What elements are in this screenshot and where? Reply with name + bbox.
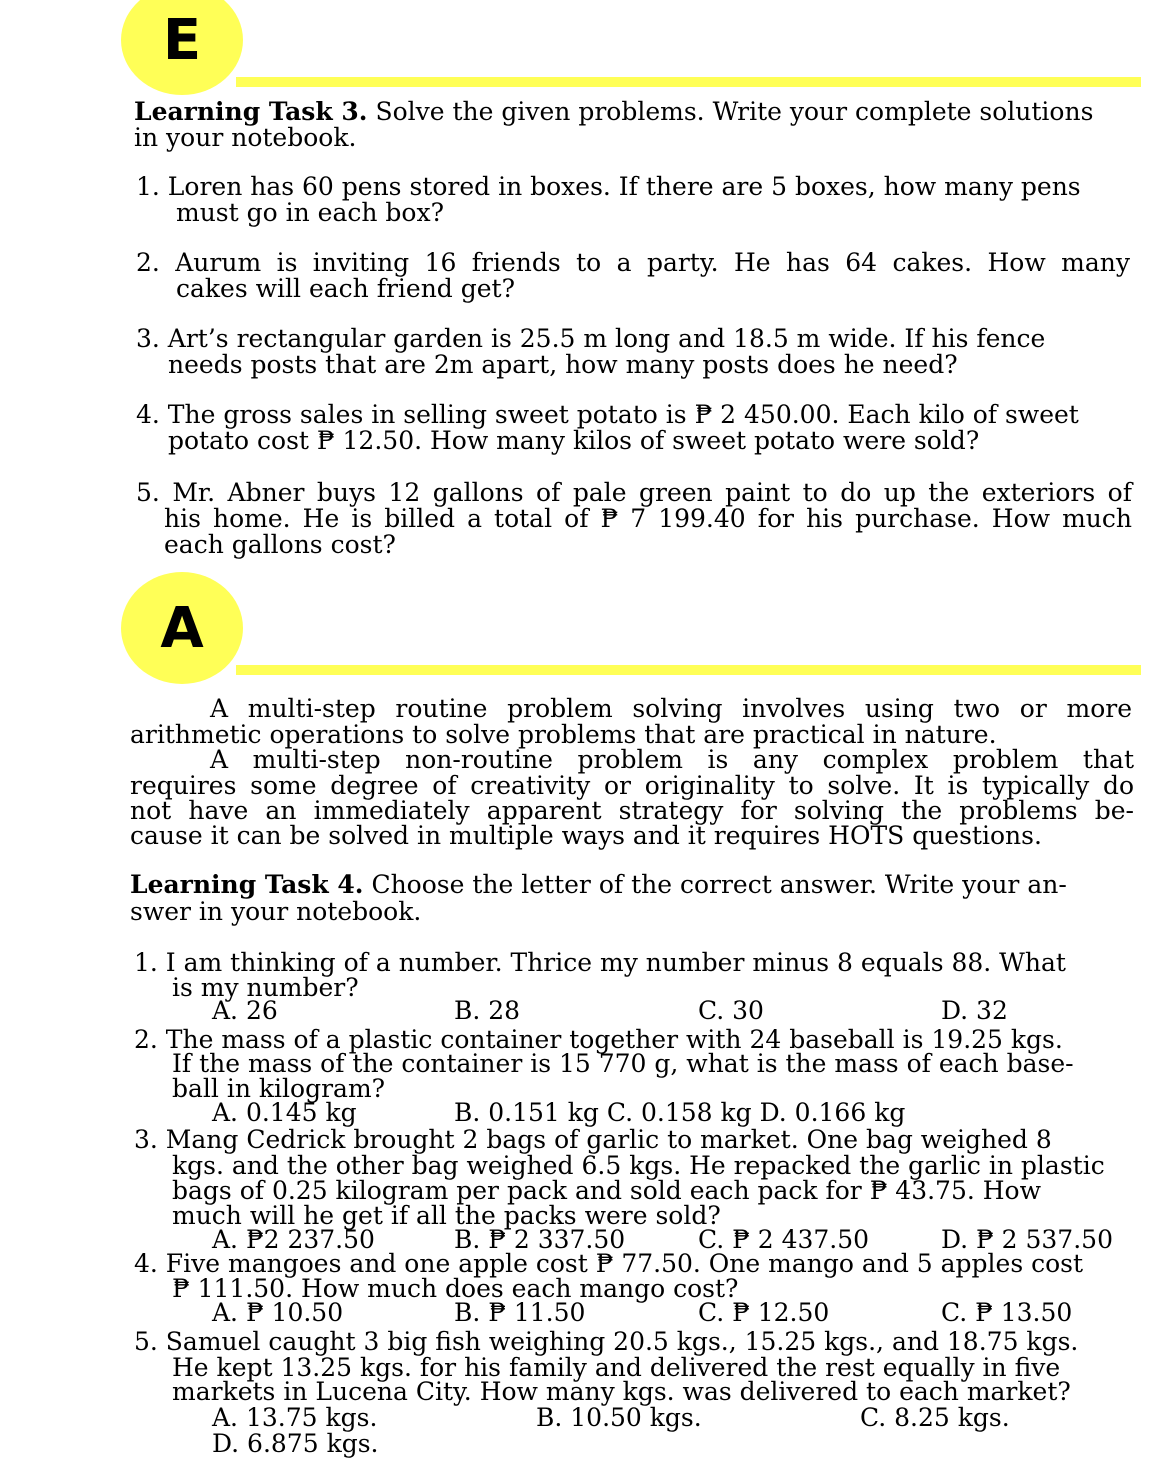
task4-q4-line1: 4. Five mangoes and one apple cost ₱ 77.50. One mango and 5 apples cost (134, 1249, 1084, 1278)
task4-q1-line2: is my number? (172, 973, 359, 1002)
task3-problem-5-line2: his home. He is billed a total of ₱ 7 199.40 for his purchase. How much (164, 504, 1132, 533)
task4-instruction-line2: swer in your notebook. (130, 897, 422, 926)
task3-problem-4-line1: 4. The gross sales in selling sweet potato is ₱ 2 450.00. Each kilo of sweet (136, 400, 1079, 429)
section-e-divider (236, 77, 1141, 87)
task3-problem-2-line2: cakes will each friend get? (176, 274, 516, 303)
task4-q4-choice-c: C. ₱ 12.50 (698, 1298, 830, 1327)
task4-q4-choice-a: A. ₱ 10.50 (212, 1298, 344, 1327)
task4-q1-choice-d: D. 32 (941, 996, 1008, 1025)
task4-q4-choice-d: C. ₱ 13.50 (941, 1298, 1073, 1327)
task4-q2-choice-a: A. 0.145 kg (212, 1098, 357, 1127)
task4-q5-choice-b: B. 10.50 kgs. (536, 1403, 702, 1432)
task4-q5-line2: He kept 13.25 kgs. for his family and delivered the rest equally in five (172, 1353, 1061, 1382)
task4-q1-choice-c: C. 30 (698, 996, 764, 1025)
task3-problem-5-line1: 5. Mr. Abner buys 12 gallons of pale green paint to do up the exteriors of (136, 478, 1132, 507)
task3-problem-1-line1: 1. Loren has 60 pens stored in boxes. If there are 5 boxes, how many pens (136, 172, 1081, 201)
para2-line1: A multi-step non-routine problem is any complex problem that (210, 745, 1134, 774)
task4-q5-choice-c: C. 8.25 kgs. (860, 1403, 1010, 1432)
para1-line1: A multi-step routine problem solving involves using two or more (210, 694, 1132, 723)
task4-q5-choice-a: A. 13.75 kgs. (212, 1403, 378, 1432)
section-a-divider (236, 665, 1141, 675)
task4-q3-line4: much will he get if all the packs were sold? (172, 1201, 721, 1230)
task4-q3-line2: kgs. and the other bag weighed 6.5 kgs. He repacked the garlic in plastic (172, 1151, 1105, 1180)
section-a-letter: A (160, 595, 204, 661)
task4-q3-choice-b: B. ₱ 2 337.50 (454, 1225, 626, 1254)
task4-q3-choice-a: A. ₱2 237.50 (212, 1225, 375, 1254)
task3-problem-3-line2: needs posts that are 2m apart, how many posts does he need? (168, 350, 958, 379)
section-e-letter: E (162, 7, 202, 73)
task4-q3-line1: 3. Mang Cedrick brought 2 bags of garlic to market. One bag weighed 8 (134, 1125, 1052, 1154)
task3-problem-5-line3: each gallons cost? (164, 530, 396, 559)
para2-line2: requires some degree of creativity or originality to solve. It is typically do (130, 771, 1134, 800)
task4-heading: Learning Task 4. (130, 870, 364, 899)
task3-problem-3-line1: 3. Art’s rectangular garden is 25.5 m long and 18.5 m wide. If his fence (136, 324, 1046, 353)
task4-q2-line1: 2. The mass of a plastic container together with 24 baseball is 19.25 kgs. (134, 1025, 1063, 1054)
task3-problem-1-line2: must go in each box? (176, 198, 444, 227)
task4-q2-choice-bcd: B. 0.151 kg C. 0.158 kg D. 0.166 kg (454, 1098, 906, 1127)
task3-instruction-line2: in your notebook. (134, 123, 357, 152)
task4-q4-line2: ₱ 111.50. How much does each mango cost? (172, 1274, 739, 1303)
task4-q1-choice-a: A. 26 (212, 996, 278, 1025)
para1-line2: arithmetic operations to solve problems that are practical in nature. (130, 720, 997, 749)
task4-q5-line3: markets in Lucena City. How many kgs. was delivered to each market? (172, 1377, 1071, 1406)
task3-problem-2-line1: 2. Aurum is inviting 16 friends to a party. He has 64 cakes. How many (136, 248, 1130, 277)
task4-q2-line3: ball in kilogram? (172, 1074, 386, 1103)
para2-line4: cause it can be solved in multiple ways and it requires HOTS questions. (130, 821, 1042, 850)
task4-q3-choice-d: D. ₱ 2 537.50 (941, 1225, 1113, 1254)
task4-q3-line3: bags of 0.25 kilogram per pack and sold each pack for ₱ 43.75. How (172, 1176, 1042, 1205)
para2-line3: not have an immediately apparent strategy for solving the problems be- (130, 796, 1134, 825)
task4-q1-line1: 1. I am thinking of a number. Thrice my number minus 8 equals 88. What (134, 948, 1066, 977)
task3-heading: Learning Task 3. (134, 97, 368, 126)
section-e-badge (121, 0, 243, 95)
task4-instruction-line1 (130, 872, 1067, 898)
task3-instruction-line1 (134, 99, 1093, 125)
task4-q2-line2: If the mass of the container is 15 770 g, what is the mass of each base- (172, 1049, 1074, 1078)
task4-q3-choice-c: C. ₱ 2 437.50 (698, 1225, 870, 1254)
task4-q4-choice-b: B. ₱ 11.50 (454, 1298, 586, 1327)
task4-q1-choice-b: B. 28 (454, 996, 521, 1025)
task4-q5-line1: 5. Samuel caught 3 big fish weighing 20.5 kgs., 15.25 kgs., and 18.75 kgs. (134, 1327, 1079, 1356)
section-a-badge (121, 572, 243, 684)
task3-problem-4-line2: potato cost ₱ 12.50. How many kilos of sweet potato were sold? (168, 426, 980, 455)
task3-instruction-text: Solve the given problems. Write your complete solutions (375, 97, 1094, 126)
task4-instruction-text: Choose the letter of the correct answer. Write your an- (371, 870, 1067, 899)
task4-q5-choice-d: D. 6.875 kgs. (212, 1429, 379, 1458)
